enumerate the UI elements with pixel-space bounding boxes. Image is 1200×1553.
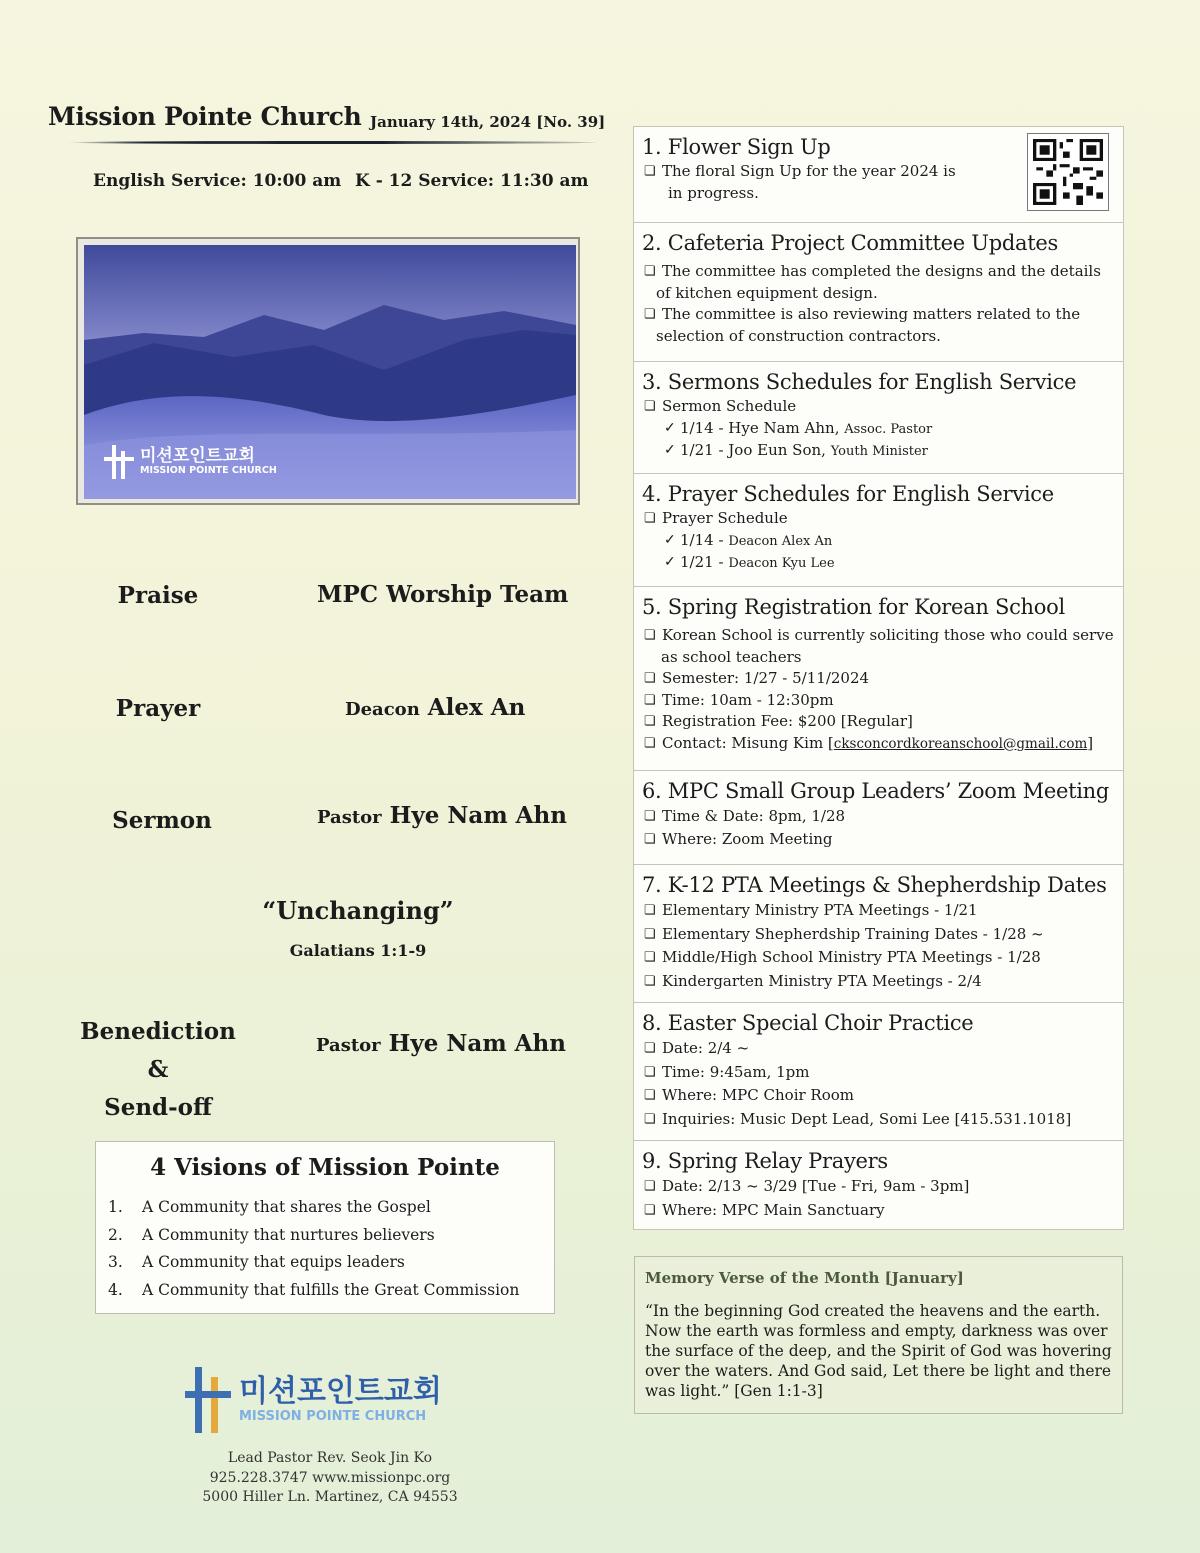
announcement-item: ❏ Kindergarten Ministry PTA Meetings - 2/4 xyxy=(642,970,1115,994)
benediction-label-line1: Benediction & xyxy=(80,1018,236,1083)
schedule-entry-role: Youth Minister xyxy=(830,444,928,459)
church-logo-icon xyxy=(104,445,134,479)
contact-info: 925.228.3747 www.missionpc.org xyxy=(209,1469,451,1486)
announcement-title: 8. Easter Special Choir Practice xyxy=(642,1011,974,1035)
vision-item xyxy=(108,1198,519,1226)
vision-text: A Community that nurtures believers xyxy=(142,1225,435,1244)
benediction-speaker xyxy=(316,1030,566,1057)
announcement-item: ❏ Semester: 1/27 - 5/11/2024 xyxy=(642,668,1115,690)
announcement-item: ❏ Middle/High School Ministry PTA Meetings - 1/28 xyxy=(642,946,1115,970)
qr-code[interactable] xyxy=(1027,133,1109,211)
memory-verse-heading: Memory Verse of the Month [January] xyxy=(645,1269,964,1287)
k12-service-time: K - 12 Service: 11:30 am xyxy=(355,171,589,191)
photo-logo-korean: 미션포인트교회 xyxy=(140,446,255,466)
prayer-leader xyxy=(345,694,525,721)
benediction-speaker-name: Hye Nam Ahn xyxy=(388,1030,566,1057)
praise-leader: MPC Worship Team xyxy=(317,581,569,608)
announcement-9 xyxy=(633,1140,1124,1230)
mountain-photo xyxy=(84,245,576,499)
church-address: 5000 Hiller Ln. Martinez, CA 94553 xyxy=(202,1489,458,1505)
announcement-item: ❏ Where: MPC Main Sanctuary xyxy=(642,1199,1115,1223)
announcement-item: ❏ Where: Zoom Meeting xyxy=(642,828,1115,851)
announcement-2 xyxy=(633,222,1124,361)
vision-number: 4. xyxy=(108,1280,123,1299)
schedule-entry-main: 1/14 - xyxy=(680,530,724,549)
vision-number: 2. xyxy=(108,1225,123,1244)
vision-text: A Community that equips leaders xyxy=(142,1253,405,1271)
sermon-speaker xyxy=(317,802,567,829)
announcement-item: ❏ Time: 9:45am, 1pm xyxy=(642,1061,1115,1085)
praise-label: Praise xyxy=(117,582,199,609)
prayer-label: Prayer xyxy=(115,695,201,722)
schedule-entry-main: 1/21 - xyxy=(680,553,724,571)
english-service-time: English Service: 10:00 am xyxy=(93,171,342,191)
sermon-speaker-title: Pastor xyxy=(317,807,382,828)
announcement-4 xyxy=(633,473,1124,586)
announcement-item: ❏ Sermon Schedule xyxy=(642,396,1115,418)
schedule-entry-main: 1/14 - Hye Nam Ahn, xyxy=(680,418,840,437)
announcement-item: ❏ The committee is also reviewing matters related to the xyxy=(642,304,1115,326)
announcement-item-cont: in progress. xyxy=(668,183,759,202)
vision-text: A Community that shares the Gospel xyxy=(142,1198,431,1216)
announcement-item: ❏ Registration Fee: $200 [Regular] xyxy=(642,711,1115,733)
bulletin-date: January 14th, 2024 [No. 39] xyxy=(370,113,606,131)
announcement-7 xyxy=(633,864,1124,1002)
announcements xyxy=(633,126,1124,1230)
announcement-5 xyxy=(633,586,1124,770)
schedule-entry xyxy=(642,418,1115,441)
announcement-item: ❏ The committee has completed the designs and the details xyxy=(642,261,1115,283)
schedule-entry xyxy=(642,440,1115,463)
lead-pastor: Lead Pastor Rev. Seok Jin Ko xyxy=(227,1450,433,1466)
sermon-scripture: Galatians 1:1-9 xyxy=(289,941,427,960)
announcement-title: 1. Flower Sign Up xyxy=(642,135,831,159)
announcement-item: ❏ Prayer Schedule xyxy=(642,508,1115,530)
announcement-item: ❏ Korean School is currently soliciting those who could serve xyxy=(642,625,1115,647)
announcement-1 xyxy=(633,126,1124,222)
sermon-label: Sermon xyxy=(112,807,212,834)
announcement-title: 5. Spring Registration for Korean School xyxy=(642,595,1065,619)
announcement-item xyxy=(642,733,1115,756)
announcement-title: 4. Prayer Schedules for English Service xyxy=(642,482,1054,506)
visions-box xyxy=(95,1141,555,1314)
announcement-8 xyxy=(633,1002,1124,1140)
announcement-item-cont: of kitchen equipment design. xyxy=(656,283,878,302)
memory-verse-box xyxy=(634,1256,1123,1414)
announcement-item: ❏ The floral Sign Up for the year 2024 is xyxy=(642,161,1115,183)
schedule-entry-main: 1/21 - Joo Eun Son, xyxy=(680,441,826,459)
announcement-item: ❏ Date: 2/4 ~ xyxy=(642,1037,1115,1061)
church-name: Mission Pointe Church xyxy=(48,102,362,131)
footer-logo-korean: 미션포인트교회 xyxy=(239,1374,442,1409)
contact-bracket: ] xyxy=(1087,733,1094,752)
sermon-title: “Unchanging” xyxy=(262,896,454,925)
contact-label: Contact: Misung Kim [ xyxy=(662,733,834,752)
announcement-item: ❏ Inquiries: Music Dept Lead, Somi Lee [415.531.1018] xyxy=(642,1108,1115,1132)
announcement-item-cont: as school teachers xyxy=(661,647,802,666)
vision-number: 1. xyxy=(108,1198,123,1216)
footer-logo-english: MISSION POINTE CHURCH xyxy=(239,1409,427,1424)
vision-number: 3. xyxy=(108,1253,123,1271)
schedule-entry-role: Deacon Alex An xyxy=(728,533,833,549)
benediction-label-line2: Send-off xyxy=(104,1094,212,1121)
photo-logo-english: MISSION POINTE CHURCH xyxy=(140,465,277,476)
announcement-title: 7. K-12 PTA Meetings & Shepherdship Dates xyxy=(642,873,1107,897)
announcement-item: ❏ Elementary Shepherdship Training Dates - 1/28 ~ xyxy=(642,923,1115,947)
announcement-6 xyxy=(633,770,1124,864)
schedule-entry-role: Deacon Kyu Lee xyxy=(728,556,835,571)
vision-item xyxy=(108,1253,519,1281)
announcement-title: 3. Sermons Schedules for English Service xyxy=(642,370,1077,394)
title-divider xyxy=(66,141,596,144)
visions-title: 4 Visions of Mission Pointe xyxy=(150,1154,500,1181)
memory-verse-text: “In the beginning God created the heavens and the earth. Now the earth was formless and empty, darkness was over the surface of the deep, and the Spirit of God was hovering over the waters. And God said, Let there be light and there was light.” [Gen 1:1-3] xyxy=(645,1302,1112,1400)
announcement-item: ❏ Time: 10am - 12:30pm xyxy=(642,690,1115,712)
contact-email-link[interactable]: cksconcordkoreanschool@gmail.com xyxy=(833,735,1088,752)
visions-list xyxy=(108,1198,519,1308)
vision-item xyxy=(108,1281,519,1309)
announcement-title: 2. Cafeteria Project Committee Updates xyxy=(642,231,1058,255)
announcement-item: ❏ Where: MPC Choir Room xyxy=(642,1084,1115,1108)
schedule-entry xyxy=(642,530,1115,553)
announcement-item: ❏ Elementary Ministry PTA Meetings - 1/21 xyxy=(642,899,1115,923)
church-contact xyxy=(160,1449,500,1508)
sermon-speaker-name: Hye Nam Ahn xyxy=(389,802,567,829)
prayer-leader-title: Deacon xyxy=(345,699,420,720)
schedule-entry-role: Assoc. Pastor xyxy=(844,421,933,437)
announcement-item: ❏ Date: 2/13 ~ 3/29 [Tue - Fri, 9am - 3pm] xyxy=(642,1175,1115,1199)
announcement-item: ❏ Time & Date: 8pm, 1/28 xyxy=(642,805,1115,828)
announcement-item-cont: selection of construction contractors. xyxy=(656,326,941,345)
vision-item xyxy=(108,1226,519,1254)
vision-text: A Community that fulfills the Great Commission xyxy=(142,1280,520,1299)
benediction-label xyxy=(68,1013,248,1127)
announcement-title: 9. Spring Relay Prayers xyxy=(642,1149,888,1173)
church-cross-icon xyxy=(185,1367,231,1433)
church-logo xyxy=(185,1365,465,1435)
benediction-speaker-title: Pastor xyxy=(316,1035,381,1056)
schedule-entry xyxy=(642,552,1115,575)
prayer-leader-name: Alex An xyxy=(427,694,526,721)
announcement-3 xyxy=(633,361,1124,473)
announcement-title: 6. MPC Small Group Leaders’ Zoom Meeting xyxy=(642,779,1109,803)
